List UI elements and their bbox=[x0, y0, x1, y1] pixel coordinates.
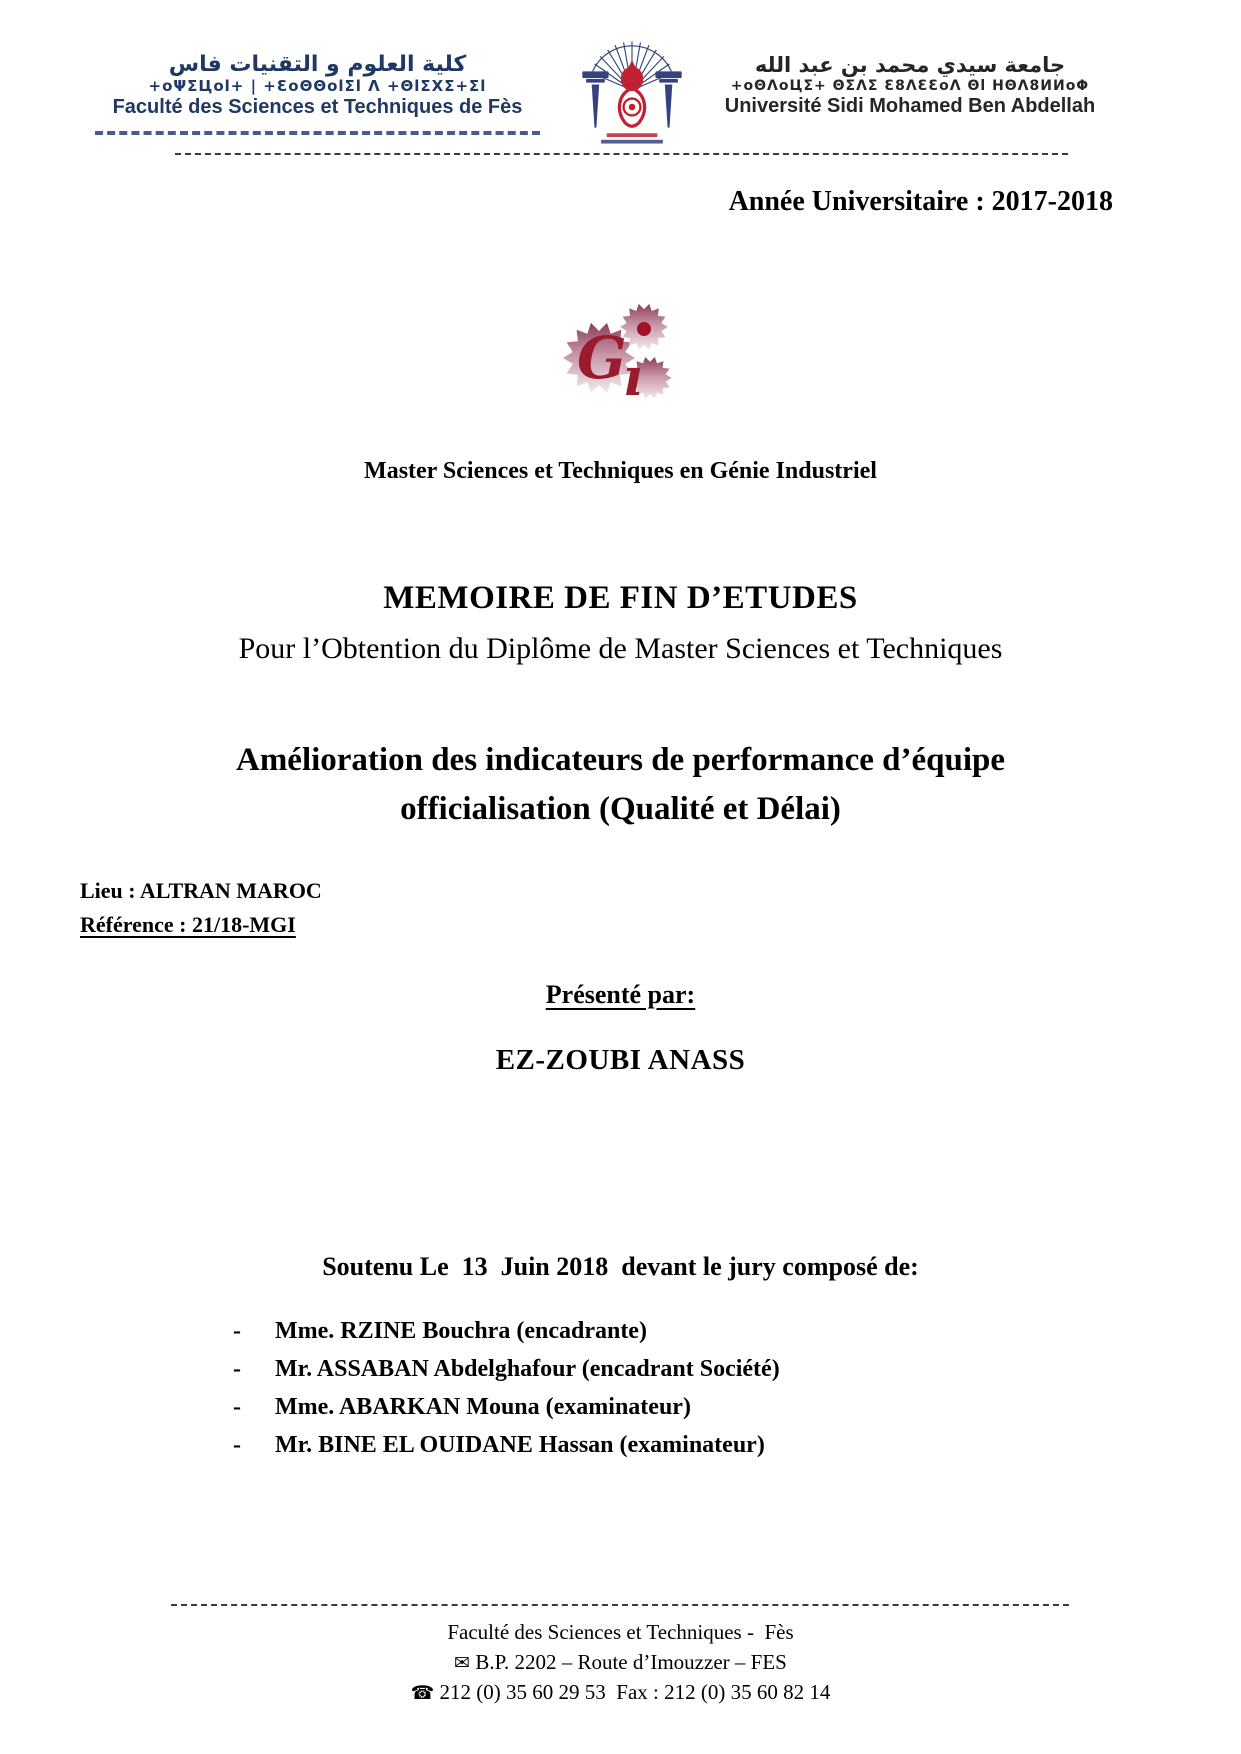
mail-icon: ✉ bbox=[454, 1651, 471, 1674]
faculty-ornament-line bbox=[95, 131, 540, 135]
thesis-title-line2: officialisation (Qualité et Délai) bbox=[400, 790, 841, 827]
memoir-title: MEMOIRE DE FIN D’ETUDES bbox=[383, 580, 858, 616]
presented-by-label: Présenté par: bbox=[545, 980, 696, 1009]
faculty-name-arabic: كلية العلوم و التقنيات فاس bbox=[168, 52, 467, 77]
genie-industriel-logo-icon bbox=[557, 300, 677, 400]
jury-dash: - bbox=[233, 1432, 241, 1458]
jury-member-name: Mme. ABARKAN Mouna (examinateur) bbox=[275, 1394, 691, 1420]
faculty-header-block bbox=[95, 52, 540, 118]
emblem-caption-blue bbox=[601, 140, 663, 144]
jury-member-row bbox=[233, 1394, 780, 1432]
jury-dash: - bbox=[233, 1318, 241, 1344]
defense-intro: Soutenu Le 13 Juin 2018 devant le jury composé de: bbox=[322, 1252, 919, 1281]
jury-member-row bbox=[233, 1356, 780, 1394]
footer-phone-line bbox=[0, 1678, 1241, 1708]
university-name-arabic: جامعة سيدي محمد بن عبد الله bbox=[754, 53, 1066, 77]
jury-member-name: Mme. RZINE Bouchra (encadrante) bbox=[275, 1318, 647, 1344]
academic-year: Année Universitaire : 2017-2018 bbox=[728, 186, 1113, 217]
university-emblem-icon bbox=[576, 32, 688, 152]
footer-address-line bbox=[0, 1648, 1241, 1678]
footer-faculty-line: Faculté des Sciences et Techniques - Fès bbox=[447, 1620, 794, 1644]
phone-icon: ☎ bbox=[410, 1681, 435, 1704]
footer-contact-block bbox=[0, 1618, 1241, 1707]
university-header-block bbox=[690, 52, 1130, 118]
memoir-subtitle: Pour l’Obtention du Diplôme de Master Sciences et Techniques bbox=[238, 632, 1003, 665]
jury-dash: - bbox=[233, 1356, 241, 1382]
footer-dashed-separator bbox=[171, 1604, 1069, 1606]
thesis-title-line1: Amélioration des indicateurs de performance d’équipe bbox=[235, 742, 1005, 778]
jury-list bbox=[233, 1318, 780, 1470]
jury-member-name: Mr. BINE EL OUIDANE Hassan (examinateur) bbox=[275, 1432, 765, 1458]
emblem-caption-red bbox=[607, 133, 658, 137]
header-dashed-separator bbox=[175, 153, 1068, 155]
university-name-french: Université Sidi Mohamed Ben Abdellah bbox=[724, 95, 1096, 118]
gi-letter-i: ı bbox=[623, 347, 643, 400]
thesis-title bbox=[0, 736, 1241, 834]
gi-letter-g: G bbox=[577, 324, 627, 392]
faculty-name-tifinagh: +oΨΣЦol+ | +ƐoΘΘolΣl Λ +ΘlΣΧΣ+Σl bbox=[148, 77, 487, 96]
university-name-tifinagh: +oΘΛoЦΣ+ ΘΣΛΣ Ɛ8ΛƐƐoΛ Θl ΗΘΛ8ИИoΦ bbox=[730, 78, 1090, 95]
jury-member-row bbox=[233, 1432, 780, 1470]
author-name: EZ-ZOUBI ANASS bbox=[495, 1044, 746, 1076]
i-dot bbox=[637, 322, 651, 336]
jury-member-name: Mr. ASSABAN Abdelghafour (encadrant Société) bbox=[275, 1356, 780, 1382]
internship-reference: Référence : 21/18-MGI bbox=[80, 912, 296, 938]
internship-location: Lieu : ALTRAN MAROC bbox=[80, 878, 322, 903]
footer-address-text: B.P. 2202 – Route d’Imouzzer – FES bbox=[475, 1649, 787, 1674]
faculty-name-french: Faculté des Sciences et Techniques de Fès bbox=[112, 95, 523, 118]
internship-details bbox=[80, 874, 322, 942]
program-name: Master Sciences et Techniques en Génie Industriel bbox=[364, 458, 877, 484]
jury-dash: - bbox=[233, 1394, 241, 1420]
jury-member-row bbox=[233, 1318, 780, 1356]
footer-phone-text: 212 (0) 35 60 29 53 Fax : 212 (0) 35 60 82 14 bbox=[439, 1679, 831, 1704]
